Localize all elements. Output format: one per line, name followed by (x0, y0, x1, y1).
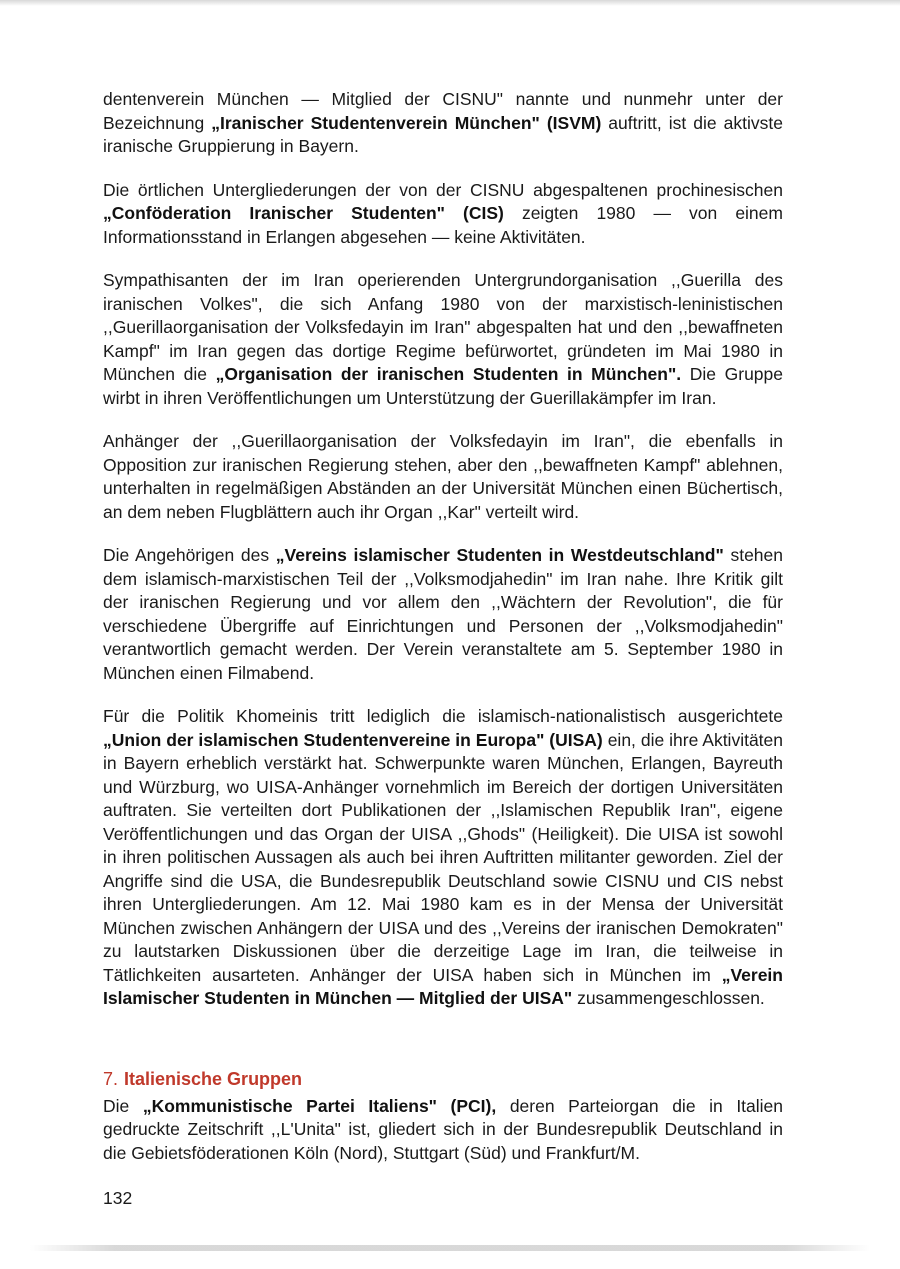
text-segment: Anhänger der ,,Guerillaorganisation der Volksfedayin im Iran", die ebenfalls in Opposition zur iranischen Regierung stehen, aber den ,,bewaffneten Kampf" ablehnen, unterhalten in regelmäßigen Abständen an der Universität München einen Büchertisch, an dem neben Flugblättern auch ihr Organ ,,Kar" verteilt wird. (103, 431, 783, 522)
text-segment: Für die Politik Khomeinis tritt lediglich die islamisch-nationalistisch ausgerichtete (103, 706, 783, 726)
paragraph-verein-islamischer-studenten (103, 544, 783, 685)
org-name-verein-islamischer-studenten: „Vereins islamischer Studenten in Westdeutschland" (275, 545, 724, 565)
paragraph-volksfedayin (103, 430, 783, 524)
paragraph-uisa (103, 705, 783, 1011)
section-heading (103, 1067, 783, 1091)
text-segment: zeigten 1980 — von einem Informationsstand in Erlangen abgesehen — keine Aktivitäten. (103, 203, 783, 247)
scan-bottom-edge (30, 1245, 870, 1251)
text-segment: Die (103, 1095, 143, 1116)
paragraph-guerilla (103, 269, 783, 410)
paragraph-isvm (103, 88, 783, 159)
text-segment: auftritt, ist die aktivste iranische Gruppierung in Bayern. (103, 112, 783, 156)
org-name-uisa: „Union der islamischen Studentenvereine in Europa" (UISA) (103, 729, 603, 750)
text-segment: Sympathisanten der im Iran operierenden Untergrundorganisation ,,Guerilla des iranischen Volkes", die sich Anfang 1980 von der marxistisch-leninistischen ,,Guerillaorganisation der Volksfedayin im Iran" abgespalten hat und den ,,bewaffneten Kampf" im Iran gegen das dortige Regime befürwortet, gründeten im Mai 1980 in München die (103, 270, 783, 384)
section-number: 7. (103, 1068, 119, 1089)
paragraph-cis (103, 179, 783, 250)
paragraph-pci (103, 1095, 783, 1166)
org-name-verein-islamischer-studenten-muenchen: „Verein Islamischer Studenten in München — Mitglied der UISA" (103, 964, 783, 1008)
scan-top-edge (0, 0, 900, 6)
text-segment: deren Parteiorgan die in Italien gedruckte Zeitschrift ,,L'Unita" ist, gliedert sich in der Bundesrepublik Deutschland in die Gebietsföderationen Köln (Nord), Stuttgart (Süd) und Frankfurt/M. (103, 1095, 784, 1163)
page-number: 132 (103, 1188, 133, 1208)
section-title: Italienische Gruppen (124, 1068, 303, 1089)
document-page (103, 88, 783, 1185)
org-name-isvm: „Iranischer Studentenverein München" (ISVM) (211, 112, 602, 133)
org-name-organisation-iranischer-studenten: „Organisation der iranischen Studenten in München". (215, 364, 682, 384)
org-name-cis: „Conföderation Iranischer Studenten" (CIS) (103, 203, 504, 223)
text-segment: zusammengeschlossen. (572, 988, 765, 1008)
text-segment: dentenverein München — Mitglied der CISNU" nannte und nunmehr unter der Bezeichnung (103, 89, 783, 133)
text-segment: Die Gruppe wirbt in ihren Veröffentlichungen um Unterstützung der Guerillakämpfer im Iran. (103, 364, 784, 408)
text-segment: Die örtlichen Untergliederungen der von der CISNU abgespaltenen prochinesischen (103, 179, 783, 200)
org-name-pci: „Kommunistische Partei Italiens" (PCI), (142, 1095, 497, 1116)
text-segment: Die Angehörigen des (103, 545, 276, 565)
text-segment: ein, die ihre Aktivitäten in Bayern erheblich verstärkt hat. Schwerpunkte waren München, Erlangen, Bayreuth und Würzburg, wo UISA-Anhänger vornehmlich im Bereich der dortigen Universitäten auftraten. Sie verteilten dort Publikationen der ,,Islamischen Republik Iran", eigene Veröffentlichungen und das Organ der UISA ,,Ghods" (Heiligkeit). Die UISA ist sowohl in ihren politischen Aussagen als auch bei ihren Auftritten militanter geworden. Ziel der Angriffe sind die USA, die Bundesrepublik Deutschland sowie CISNU und CIS nebst ihren Untergliederungen. Am 12. Mai 1980 kam es in der Mensa der Universität München zwischen Anhängern der UISA und des ,,Vereins der iranischen Demokraten" zu lautstarken Diskussionen über die derzeitige Lage im Iran, die teilweise in Tätlichkeiten ausarteten. Anhänger der UISA haben sich in München im (103, 729, 783, 985)
text-segment: stehen dem islamisch-marxistischen Teil der ,,Volksmodjahedin" im Iran nahe. Ihre Kritik gilt der iranischen Regierung und vor allem den ,,Wächtern der Revolution", die für verschiedene Übergriffe auf Einrichtungen und Personen der ,,Volksmodjahedin" verantwortlich gemacht werden. Der Verein veranstaltete am 5. September 1980 in München einen Filmabend. (103, 545, 783, 683)
